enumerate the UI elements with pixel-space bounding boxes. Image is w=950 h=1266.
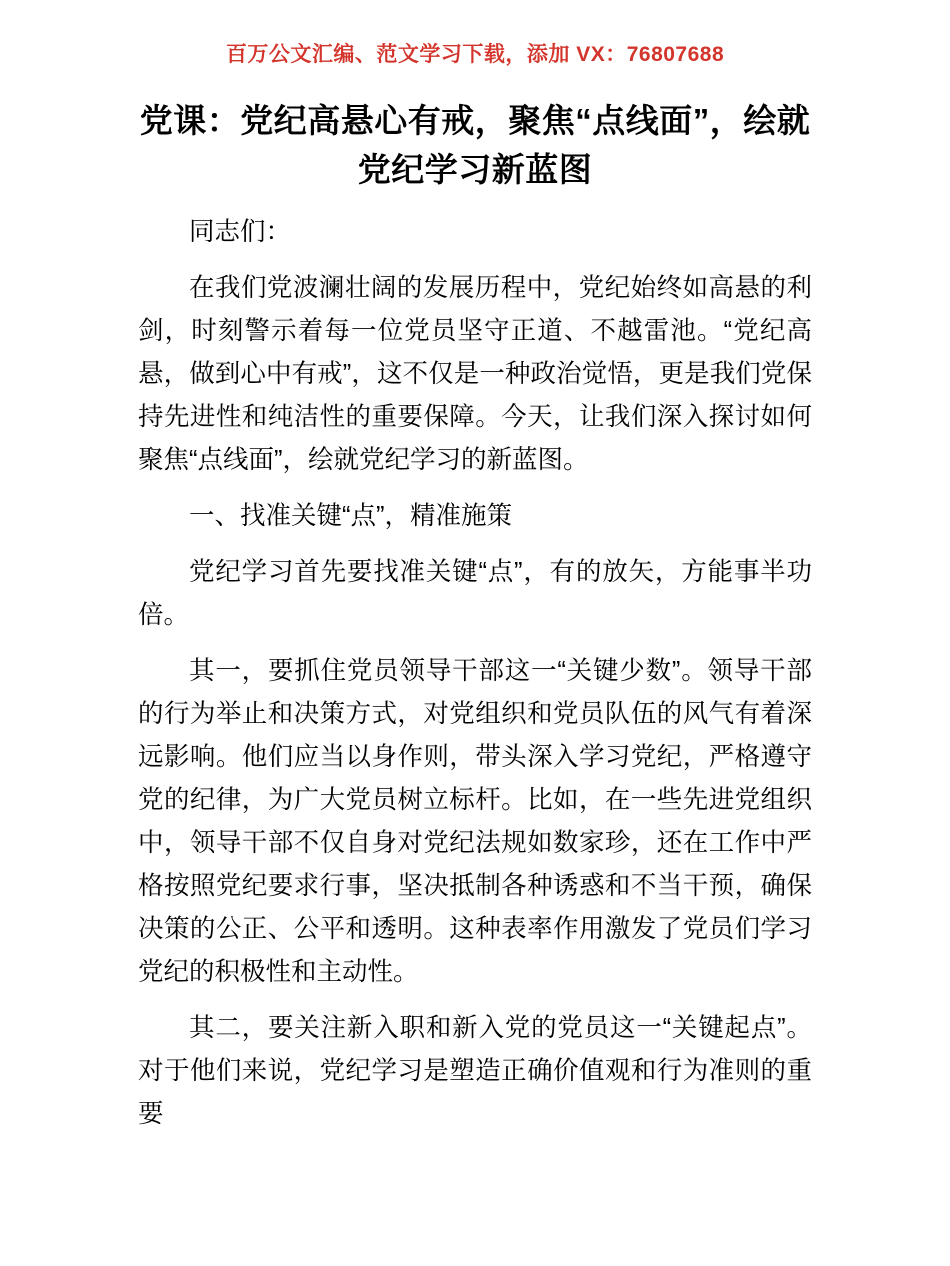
section-heading-one: 一、找准关键“点”，精准施策 [189,501,512,530]
paragraph-point-one: 其一，要抓住党员领导干部这一“关键少数”。领导干部的行为举止和决策方式，对党组织和党员队伍的风气有着深远影响。他们应当以身作则，带头深入学习党纪，严格遵守党的纪律，为广大党员树立标杆。比如，在一些先进党组织中，领导干部不仅自身对党纪法规如数家珍，还在工作中严格按照党纪要求行事，坚决抵制各种诱惑和不当干预，确保决策的公正、公平和透明。这种表率作用激发了党员们学习党纪的积极性和主动性。 [138,656,812,986]
promo-header-text: 百万公文汇编、范文学习下载，添加 VX：76807688 [225,43,725,66]
page-title: 党课：党纪高悬心有戒，聚焦“点线面”，绘就党纪学习新蓝图 [139,102,811,188]
paragraph-intro: 在我们党波澜壮阔的发展历程中，党纪始终如高悬的利剑，时刻警示着每一位党员坚守正道、不越雷池。“党纪高悬，做到心中有戒”，这不仅是一种政治觉悟，更是我们党保持先进性和纯洁性的重要保障。今天，让我们深入探讨如何聚焦“点线面”，绘就党纪学习的新蓝图。 [138,273,812,474]
paragraph-section-one-lead: 党纪学习首先要找准关键“点”，有的放矢，方能事半功倍。 [138,557,812,629]
promo-header-banner [0,0,950,65]
paragraph-point-two: 其二，要关注新入职和新入党的党员这一“关键起点”。对于他们来说，党纪学习是塑造正确价值观和行为准则的重要 [138,1013,812,1128]
page-bottom-whitespace [0,1136,950,1266]
paragraph-salutation: 同志们： [189,217,292,246]
document-body [0,195,950,1136]
